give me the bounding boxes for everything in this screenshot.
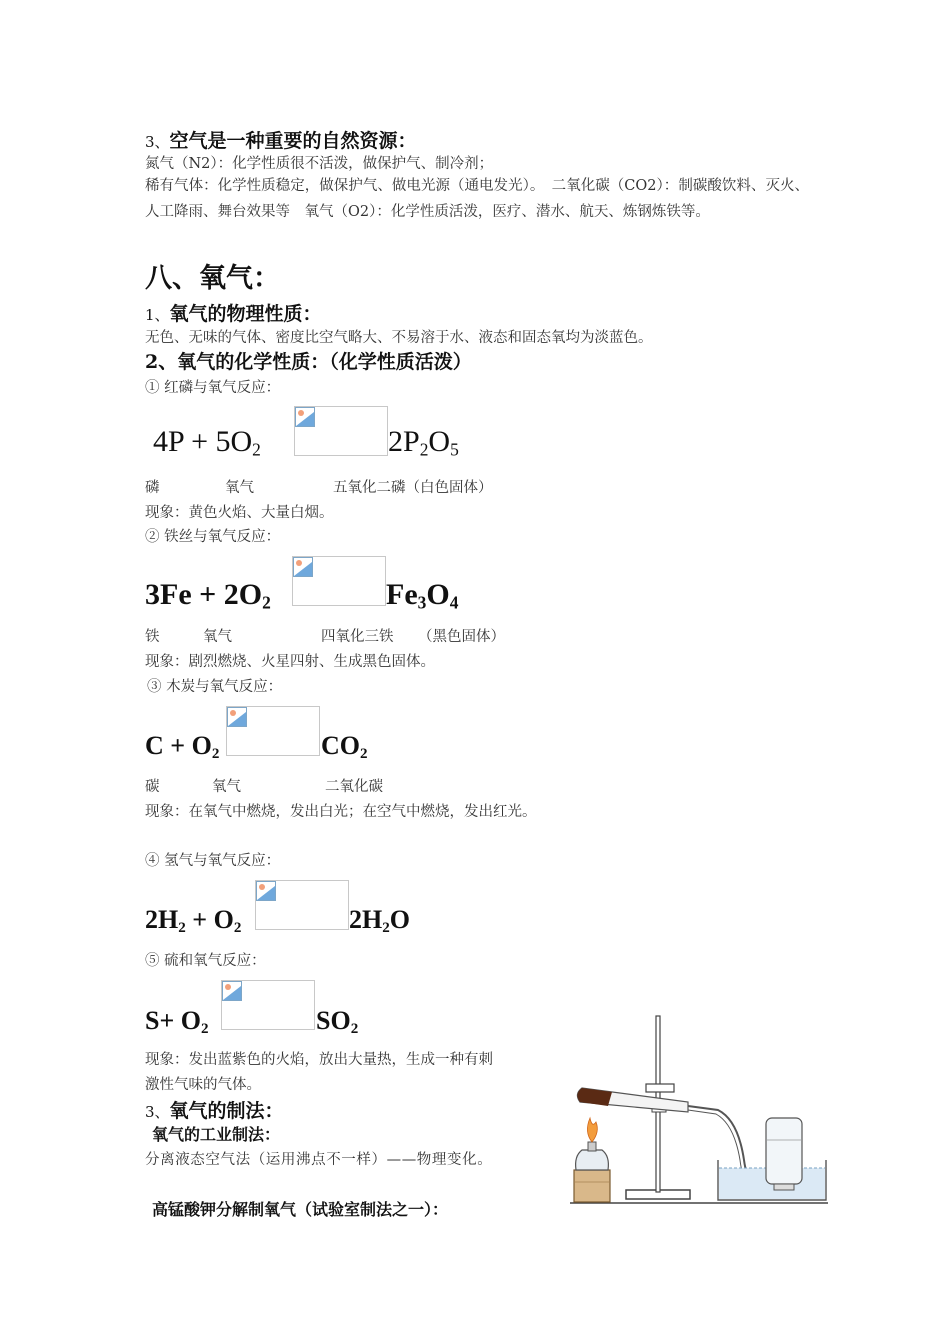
preparation-heading	[145, 1096, 284, 1123]
reaction-3-right	[321, 731, 368, 761]
reaction-1-name-2: 氧气	[225, 480, 254, 496]
reaction-3-name-1: 碳	[145, 779, 160, 795]
reaction-2-label: ② 铁丝与氧气反应：	[145, 529, 281, 545]
industrial-method-text: 分离液态空气法（运用沸点不一样）——物理变化。	[145, 1152, 493, 1168]
formula-subscript: 2	[382, 919, 390, 936]
heading-number: 3、	[145, 133, 170, 151]
formula-subscript: 2	[178, 919, 186, 936]
reaction-5-right	[316, 1006, 358, 1036]
reaction-1-label: ① 红磷与氧气反应：	[145, 380, 281, 396]
formula-text: + O	[185, 905, 234, 934]
formula-subscript: 5	[450, 439, 459, 460]
reaction-5-phenomenon-line-1: 现象：发出蓝紫色的火焰，放出大量热，生成一种有刺	[145, 1052, 493, 1068]
lab-method-heading: 高锰酸钾分解制氧气（试验室制法之一）：	[152, 1200, 449, 1219]
formula-subscript: 2	[211, 745, 220, 762]
reaction-3-name-2: 氧气	[212, 779, 241, 795]
heading-number: 3、	[145, 1103, 170, 1121]
formula-subscript: 2	[252, 439, 261, 460]
formula-subscript: 2	[201, 1020, 209, 1037]
reaction-1-right	[388, 425, 459, 459]
reaction-condition-image-5	[221, 980, 315, 1030]
formula-subscript: 2	[262, 592, 271, 613]
reaction-3-left	[145, 731, 219, 761]
formula-text: 2H	[145, 905, 179, 934]
reaction-2-name-4: （黑色固体）	[418, 629, 505, 645]
formula-text: O	[426, 578, 450, 611]
chemical-properties-heading: 2、氧气的化学性质：（化学性质活泼）	[145, 351, 472, 373]
reaction-2-name-3: 四氧化三铁	[321, 629, 394, 645]
reaction-2-name-2: 氧气	[203, 629, 232, 645]
formula-text: C + O	[145, 731, 212, 760]
heading-number: 1、	[145, 306, 170, 324]
formula-text: 2P	[388, 425, 420, 458]
formula-text: 3Fe + 2O	[145, 578, 263, 611]
nitrogen-line: 氮气（N2）：化学性质很不活泼，做保护气、制冷剂；	[145, 156, 494, 172]
reaction-1-phenomenon: 现象：黄色火焰、大量白烟。	[145, 505, 334, 521]
oxygen-section-title: 八、氧气：	[145, 263, 280, 294]
reaction-condition-image-1	[294, 406, 388, 456]
reaction-3-label: ③ 木炭与氧气反应：	[147, 679, 283, 695]
reaction-4-label: ④ 氢气与氧气反应：	[145, 853, 281, 869]
reaction-1-name-3: 五氧化二磷（白色固体）	[333, 480, 493, 496]
reaction-2-right	[386, 578, 458, 612]
formula-text: O	[389, 905, 411, 934]
reaction-condition-image-4	[255, 880, 349, 930]
gases-paragraph: 稀有气体：化学性质稳定，做保护气、做电光源（通电发光）。 二氧化碳（CO2）：制碳酸饮料、灭火、人工降雨、舞台效果等 氧气（O2）：化学性质活泼，医疗、潜水、航天、炼钢炼铁等。	[145, 178, 809, 220]
heading-text: 空气是一种重要的自然资源：	[169, 130, 417, 152]
formula-subscript: 2	[350, 1020, 359, 1037]
formula-subscript: 3	[417, 592, 427, 613]
formula-text: O	[428, 425, 451, 458]
formula-subscript: 4	[449, 592, 459, 613]
lab-apparatus-illustration	[568, 1010, 830, 1210]
formula-text: CO	[321, 731, 360, 760]
broken-image-icon	[295, 407, 315, 427]
formula-text: 2H	[349, 905, 383, 934]
formula-text: SO	[316, 1006, 351, 1035]
reaction-1-left	[153, 425, 261, 459]
reaction-5-label: ⑤ 硫和氧气反应：	[145, 953, 266, 969]
industrial-method-heading: 氧气的工业制法：	[152, 1125, 281, 1144]
heading-text: 氧气的物理性质：	[169, 303, 322, 325]
broken-image-icon	[222, 981, 242, 1001]
broken-image-icon	[293, 557, 313, 577]
reaction-5-left	[145, 1006, 209, 1036]
air-resource-heading	[145, 126, 417, 153]
reaction-3-name-3: 二氧化碳	[325, 779, 383, 795]
reaction-5-phenomenon-line-2: 激性气味的气体。	[145, 1077, 261, 1093]
reaction-1-name-1: 磷	[145, 480, 160, 496]
reaction-condition-image-3	[226, 706, 320, 756]
reaction-condition-image-2	[292, 556, 386, 606]
formula-subscript: 2	[360, 745, 368, 762]
heading-text: 氧气的制法：	[169, 1100, 284, 1122]
formula-text: Fe	[386, 578, 418, 611]
reaction-2-phenomenon: 现象：剧烈燃烧、火星四射、生成黑色固体。	[145, 654, 435, 670]
physical-properties-heading	[145, 299, 322, 326]
broken-image-icon	[227, 707, 247, 727]
reaction-2-name-1: 铁	[145, 629, 160, 645]
formula-subscript: 2	[233, 919, 242, 936]
reaction-2-left	[145, 578, 271, 612]
reaction-4-left	[145, 905, 241, 935]
physical-properties-text: 无色、无味的气体、密度比空气略大、不易溶于水、液态和固态氧均为淡蓝色。	[145, 330, 653, 346]
reaction-4-right	[349, 905, 410, 935]
formula-text: S+ O	[145, 1006, 201, 1035]
formula-text: 4P + 5O	[153, 425, 253, 458]
broken-image-icon	[256, 881, 276, 901]
formula-subscript: 2	[419, 439, 429, 460]
reaction-3-phenomenon: 现象：在氧气中燃烧，发出白光；在空气中燃烧，发出红光。	[145, 804, 537, 820]
